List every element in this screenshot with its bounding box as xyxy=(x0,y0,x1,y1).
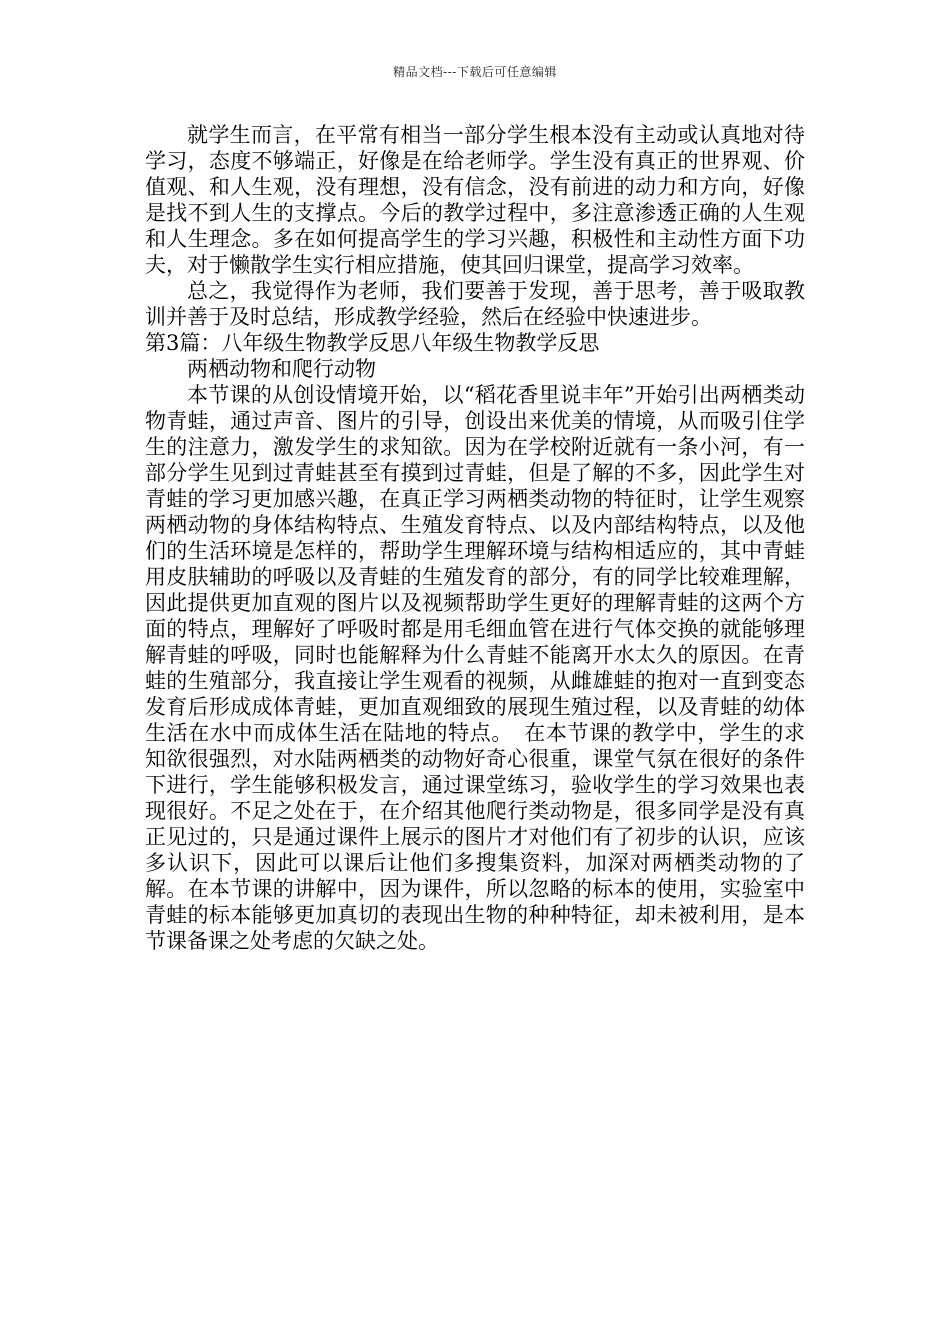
page-header: 精品文档---下载后可任意编辑 xyxy=(393,65,557,79)
paragraph-lesson-reflection: 本节课的从创设情境开始，以“稻花香里说丰年”开始引出两栖类动物青蛙，通过声音、图片的引导，创设出来优美的情境，从而吸引住学生的注意力，激发学生的求知欲。因为在学校附近就有一条小河，有一部分学生见到过青蛙甚至有摸到过青蛙，但是了解的不多，因此学生对青蛙的学习更加感兴趣，在真正学习两栖类动物的特征时，让学生观察两栖动物的身体结构特点、生殖发育特点、以及内部结构特点，以及他们的生活环境是怎样的，帮助学生理解环境与结构相适应的，其中青蛙用皮肤辅助的呼吸以及青蛙的生殖发育的部分，有的同学比较难理解，因此提供更加直观的图片以及视频帮助学生更好的理解青蛙的这两个方面的特点，理解好了呼吸时都是用毛细血管在进行气体交换的就能够理解青蛙的呼吸，同时也能解释为什么青蛙不能离开水太久的原因。在青蛙的生殖部分，我直接让学生观看的视频，从雌雄蛙的抱对一直到变态发育后形成成体青蛙，更加直观细致的展现生殖过程，以及青蛙的幼体生活在水中而成体生活在陆地的特点。 在本节课的教学中，学生的求知欲很强烈，对水陆两栖类的动物好奇心很重，课堂气氛在很好的条件下进行，学生能够积极发言，通过课堂练习，验收学生的学习效果也表现很好。不足之处在于，在介绍其他爬行类动物是，很多同学是没有真正见过的，只是通过课件上展示的图片才对他们有了初步的认识，应该多认识下，因此可以课后让他们多搜集资料，加深对两栖类动物的了解。在本节课的讲解中，因为课件，所以忽略的标本的使用，实验室中青蛙的标本能够更加真切的表现出生物的种种特征，却未被利用，是本节课备课之处考虑的欠缺之处。 xyxy=(145,383,805,953)
paragraph-student-attitude: 就学生而言，在平常有相当一部分学生根本没有主动或认真地对待学习，态度不够端正，好像是在给老师学。学生没有真正的世界观、价值观、和人生观，没有理想，没有信念，没有前进的动力和方向，好像是找不到人生的支撑点。今后的教学过程中，多注意渗透正确的人生观和人生理念。多在如何提高学生的学习兴趣，积极性和主动性方面下功夫，对于懒散学生实行相应措施，使其回归课堂，提高学习效率。 xyxy=(145,123,805,277)
paragraph-conclusion: 总之，我觉得作为老师，我们要善于发现，善于思考，善于吸取教训并善于及时总结，形成教学经验，然后在经验中快速进步。 xyxy=(145,279,805,329)
section-subtitle: 两栖动物和爬行动物 xyxy=(187,357,376,381)
section-title: 第3篇：八年级生物教学反思八年级生物教学反思 xyxy=(145,331,600,355)
document-body xyxy=(145,122,805,954)
